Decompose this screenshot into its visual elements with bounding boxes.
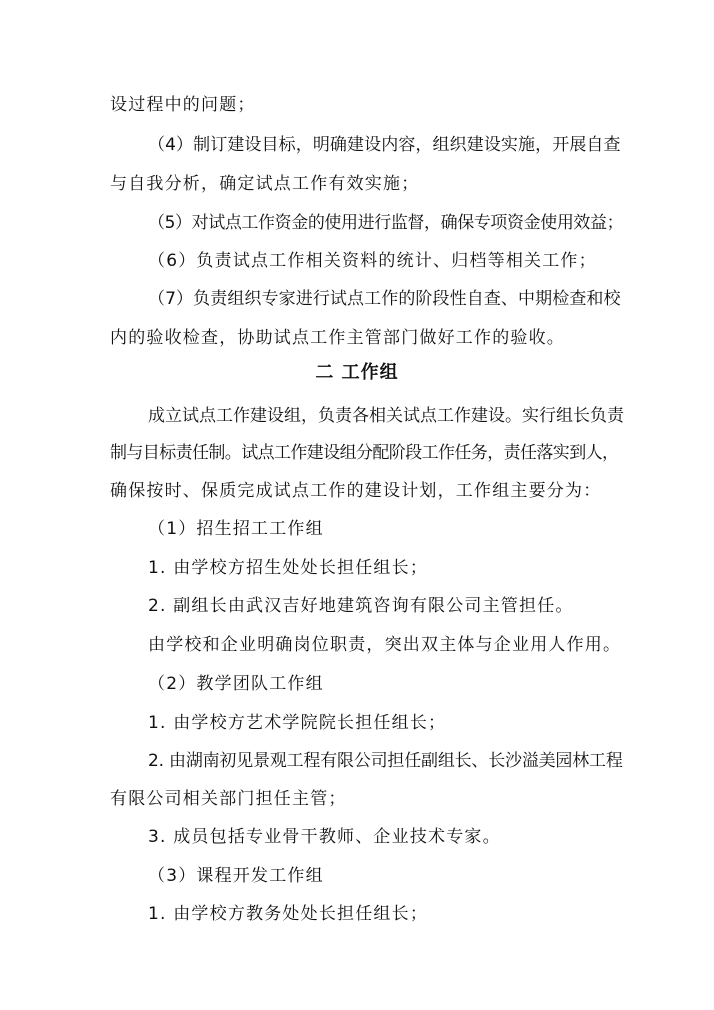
list-item-continuation: 有限公司相关部门担任主管； (110, 789, 347, 809)
paragraph-line: 由学校和企业明确岗位职责，突出双主体与企业用人作用。 (148, 635, 622, 655)
paragraph-line: （7）负责组织专家进行试点工作的阶段性自查、中期检查和校 (148, 289, 621, 309)
paragraph-line: （4）制订建设目标，明确建设内容，组织建设实施，开展自查 (148, 135, 621, 155)
paragraph-line: （5）对试点工作资金的使用进行监督，确保专项资金使用效益； (148, 213, 624, 233)
subsection-title: （1）招生招工工作组 (148, 519, 324, 539)
subsection-title: （3）课程开发工作组 (148, 866, 324, 886)
list-item: 1. 由学校方艺术学院院长担任组长； (148, 713, 447, 733)
list-item: 1. 由学校方教务处处长担任组长； (148, 904, 429, 924)
paragraph-line: （6）负责试点工作相关资料的统计、归档等相关工作； (148, 251, 597, 271)
list-item: 2. 副组长由武汉吉好地建筑咨询有限公司主管担任。 (148, 596, 574, 616)
list-item: 2. 由湖南初见景观工程有限公司担任副组长、长沙溢美园林工程 (148, 751, 623, 771)
paragraph-line: 设过程中的问题； (110, 95, 256, 115)
paragraph-line: 与自我分析，确定试点工作有效实施； (110, 174, 420, 194)
paragraph-line: 制与目标责任制。试点工作建设组分配阶段工作任务，责任落实到人， (110, 443, 619, 463)
paragraph-line: 内的验收检查，协助试点工作主管部门做好工作的验收。 (110, 328, 565, 348)
paragraph-line: 成立试点工作建设组，负责各相关试点工作建设。实行组长负责 (148, 406, 624, 426)
list-item: 1. 由学校方招生处处长担任组长； (148, 558, 429, 578)
paragraph-line: 确保按时、保质完成试点工作的建设计划，工作组主要分为： (110, 481, 602, 501)
list-item: 3. 成员包括专业骨干教师、企业技术专家。 (148, 827, 501, 847)
subsection-title: （2）教学团队工作组 (148, 674, 324, 694)
section-heading: 二 工作组 (315, 362, 399, 383)
